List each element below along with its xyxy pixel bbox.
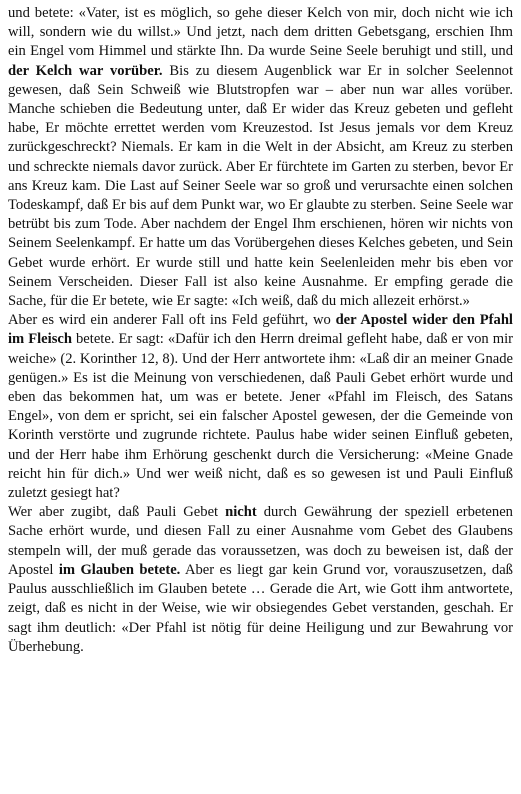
paragraph-2-bold-1: der Apostel wider den Pfahl im Fleisch [8, 312, 513, 348]
paragraph-3-text-3: Aber es liegt gar kein Grund vor, vorauszusetzen, daß Paulus ausschließlich im Glauben betete … Gerade die Art, wie Gott ihm antwortete, zeigt, daß es nicht in der Weise, wie wir obsiegendes Gebet verstanden, geschah. Er sagt ihm deutlich: «Der Pfahl ist nötig für deine Heiligung und zur Bewahrung vor Überhebung. [8, 561, 513, 655]
paragraph-1-bold-1: der Kelch war vorüber. [8, 62, 163, 79]
paragraph-2-text-2: betete. Er sagt: «Dafür ich den Herrn dreimal gefleht habe, daß er von mir weiche» (2. Korinther 12, 8). Und der Herr antwortete ihm: «Laß dir an meiner Gnade genügen.» Es ist die Meinung von verschiedenen, daß Pauli Gebet erhört wurde und eben das bekommen hat, um was er betete. Jener «Pfahl im Fleisch, des Satans Engel», von dem er spricht, sei ein falscher Apostel gewesen, der die Gemeinde von Korinth verstörte und zugrunde richtete. Paulus habe wider seinen Einfluß gebeten, und der Herr habe ihm Erhörung geschenkt durch die Versicherung: «Meine Gnade reicht hin für dich.» Und wer weiß nicht, daß es so gewesen ist und Pauli Einfluß zuletzt gesiegt hat? [8, 331, 513, 502]
paragraph-1-text-1: und betete: «Vater, ist es möglich, so gehe dieser Kelch von mir, doch nicht wie ich will, sondern wie du willst.» Und jetzt, nach dem dritten Gebetsgang, erschien Ihm ein Engel vom Himmel und stärkte Ihn. Da wurde Seine Seele beruhigt und still, und [8, 5, 513, 60]
paragraph-1-text-2: Bis zu diesem Augenblick war Er in solcher Seelennot gewesen, daß Sein Schweiß wie Blutstropfen war – aber nun war alles vorüber. Manche schieben die Bedeutung unter, daß Er wider das Kreuz gebeten und gefleht habe, Er möchte errettet werden vom Kreuzestod. Ist Jesus jemals vor dem Kreuz zurückgeschreckt? Niemals. Er kam in die Welt in der Absicht, am Kreuz zu sterben und schreckte niemals davor zurück. Aber Er fürchtete im Garten zu sterben, bevor Er ans Kreuz kam. Die Last auf Seiner Seele war so groß und verursachte einen solchen Todeskampf, daß Er bis auf dem Punkt war, wo Er glaubte zu sterben. Seine Seele war betrübt bis zum Tode. Aber nachdem der Engel Ihm erschienen, hören wir nichts von Seinem Seelenkampf. Er hatte um das Vorübergehen dieses Kelches gebeten, und Sein Gebet wurde erhört. Er wurde still und hatte kein Seelenleiden mehr bis eben vor Seinem Verscheiden. Dieser Fall ist also keine Ausnahme. Er empfing gerade die Sache, für die Er betete, wie Er sagte: «Ich weiß, daß du mich allezeit erhörst.» [8, 62, 513, 310]
paragraph-2 [8, 311, 513, 503]
paragraph-3-bold-1: nicht [225, 504, 257, 521]
paragraph-2-text-1: Aber es wird ein anderer Fall oft ins Feld geführt, wo [8, 312, 336, 329]
paragraph-3-text-1: Wer aber zugibt, daß Pauli Gebet [8, 504, 226, 521]
paragraph-3-text-2: durch Gewährung der speziell erbetenen Sache erhört wurde, und diesen Fall zu einer Ausnahme vom Gebet des Glaubens stempeln will, der muß gerade das voraussetzen, was doch zu beweisen ist, daß der Apostel [8, 504, 513, 578]
paragraph-1 [8, 4, 513, 311]
paragraph-3-bold-2: im Glauben betete. [58, 561, 181, 578]
paragraph-3 [8, 503, 513, 657]
